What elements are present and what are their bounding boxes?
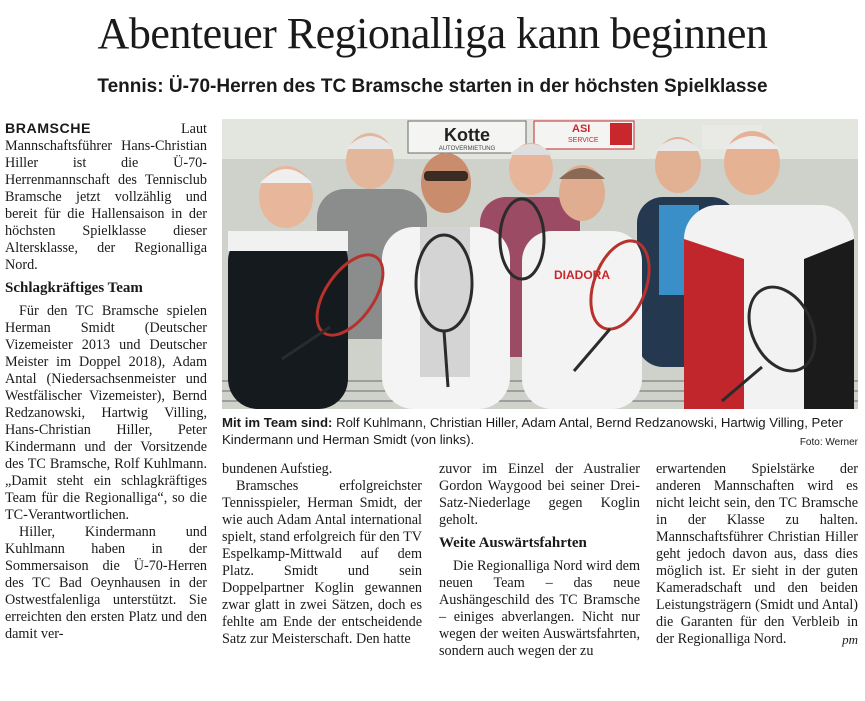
paragraph-summer-season: Hiller, Kindermann und Kuhlmann haben in der Sommersaison die Ü-70-Herren des TC Bad Oeynhausen in der Ostwestfalenliga unterstützt. Sie erreichten den ersten Platz und den damit ver- — [5, 524, 207, 642]
paragraph-outlook — [656, 461, 858, 648]
lead-text: Laut Mannschaftsführer Hans-Christian Hiller ist die Ü-70-Herrenmannschaft des Tennisclub Bramsche jetzt vollzählig und bereit für die Hallensaison in der höchsten Spielklasse dieser Altersklasse, der Regionalliga Nord. — [5, 121, 207, 273]
subheadline: Tennis: Ü-70-Herren des TC Bramsche starten in der höchsten Spielklasse — [97, 76, 768, 97]
subheading-away: Weite Auswärtsfahrten — [439, 535, 587, 551]
sign-asi-sub: SERVICE — [568, 137, 599, 144]
lead-paragraph — [5, 121, 207, 274]
paragraph-waygood: zuvor im Einzel der Australier Gordon Waygood bei seiner Drei-Satz-Niederlage gegen Koglin geholt. — [439, 461, 640, 528]
team-photo-illustration — [222, 119, 858, 409]
sign-kotte: Kotte — [444, 125, 490, 145]
caption-text: Rolf Kuhlmann, Christian Hiller, Adam Antal, Bernd Redzanowski, Hartwig Villing, Peter Kindermann und Herman Smidt (von links). — [222, 415, 844, 447]
column-4 — [656, 461, 858, 648]
photo-credit: Foto: Werner — [799, 437, 858, 448]
column-1 — [5, 121, 207, 643]
shirt-brand: DIADORA — [554, 268, 610, 282]
sign-kotte-sub: AUTOVERMIETUNG — [438, 146, 496, 152]
paragraph-smidt: Bramsches erfolgreichster Tennisspieler, Herman Smidt, der wie auch Adam Antal international spielt, stand erfolgreich für den TV Espelkamp-Mittwald auf dem Platz. Smidt und sein Doppelpartner Koglin gewannen zwar glatt in zwei Sätzen, doch es fehlte am Ende der entscheidende Satz zur Meisterschaft. Den hatte — [222, 478, 422, 647]
photo-caption — [222, 414, 858, 448]
column-3 — [439, 461, 640, 660]
team-photo — [222, 119, 858, 409]
headline: Abenteuer Regionalliga kann beginnen — [97, 9, 768, 58]
caption-lead: Mit im Team sind: — [222, 415, 333, 430]
subheading-team: Schlagkräftiges Team — [5, 280, 143, 296]
author-initials: pm — [842, 632, 858, 647]
sign-asi: ASI — [572, 123, 591, 135]
paragraph-regionalliga: Die Regionalliga Nord wird dem neuen Team – das neue Aushängeschild des TC Bramsche – einiges abverlangen. Nicht nur wegen der weiten Auswärtsfahrten, sondern auch wegen der zu — [439, 558, 640, 659]
column-2 — [222, 461, 422, 648]
paragraph-outlook-text: erwartenden Spielstärke der anderen Mannschaften wird es nicht leicht sein, den TC Bramsche in der Klasse zu halten. Mannschaftsführer Christian Hiller geht jedoch davon aus, dass dies möglich ist. Er sieht in der guten Kameradschaft und den beiden Leistungsträgern (Smidt und Antal) die Garanten für den Verbleib in der Regionalliga Nord. — [656, 461, 858, 647]
paragraph-players: Für den TC Bramsche spielen Herman Smidt (Deutscher Vizemeister 2013 und Deutscher Meister im Doppel 2018), Adam Antal (Niedersachsenmeister und Westfälischer Vizemeister), Bernd Redzanowski, Hartwig Villing, Hans-Christian Hiller, Peter Kindermann und der Vorsitzende des TC Bramsche, Rolf Kuhlmann. „Damit steht ein schlagkräftiges Team für die Regionalliga“, so die TC-Verantwortlichen. — [5, 303, 207, 523]
paragraph-continued: bundenen Aufstieg. — [222, 461, 333, 477]
dateline: BRAMSCHE — [5, 121, 91, 137]
